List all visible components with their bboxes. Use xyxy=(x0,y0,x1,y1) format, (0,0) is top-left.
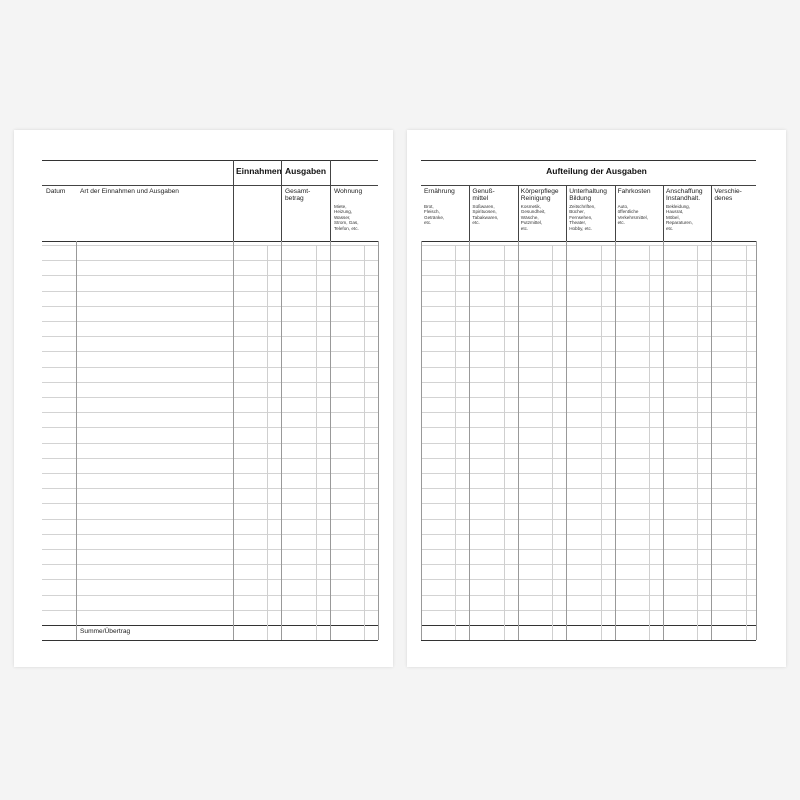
aufteilung-title: Aufteilung der Ausgaben xyxy=(546,166,647,176)
row-line xyxy=(42,382,378,383)
header-divider xyxy=(518,185,519,241)
header-bottom-rule xyxy=(42,241,378,242)
row-line xyxy=(421,321,756,322)
row-line xyxy=(42,443,378,444)
column-title: Anschaffung Instandhalt. xyxy=(666,188,703,202)
column-title: Ernährung xyxy=(424,188,455,195)
row-line xyxy=(421,564,756,565)
row-line xyxy=(421,336,756,337)
row-line xyxy=(421,503,756,504)
column-title: Unterhaltung Bildung xyxy=(569,188,607,202)
row-line xyxy=(421,610,756,611)
row-line xyxy=(421,245,756,246)
row-line xyxy=(421,579,756,580)
row-line xyxy=(42,427,378,428)
row-line xyxy=(42,458,378,459)
row-line xyxy=(42,579,378,580)
header-divider xyxy=(615,185,616,241)
row-line xyxy=(421,427,756,428)
column-title: Körperpflege Reinigung xyxy=(520,188,559,202)
cent-divider xyxy=(746,245,747,640)
column-divider xyxy=(76,241,77,640)
header-divider xyxy=(233,160,234,241)
column-divider xyxy=(615,241,616,640)
header-divider xyxy=(663,185,664,241)
header-divider xyxy=(566,185,567,241)
column-subtitle: Zeitschriften, Bücher, Fernsehen, Theater, Hobby, etc. xyxy=(569,204,596,231)
column-divider xyxy=(469,241,470,640)
row-line xyxy=(42,564,378,565)
row-line xyxy=(42,321,378,322)
row-line xyxy=(42,488,378,489)
column-subtitle: Auto, öffentliche Verkehrsmittel, etc. xyxy=(617,204,648,226)
wohnung-sublabel: Miete, Heizung, Wasser, Strom, Gas, Telefon, etc. xyxy=(334,204,359,231)
right-page xyxy=(407,130,786,667)
header-divider xyxy=(469,185,470,241)
row-line xyxy=(421,306,756,307)
row-line xyxy=(421,275,756,276)
row-line xyxy=(42,473,378,474)
header-bottom-rule xyxy=(421,241,756,242)
column-divider xyxy=(663,241,664,640)
row-line xyxy=(42,412,378,413)
row-line xyxy=(421,549,756,550)
cent-divider xyxy=(267,245,268,640)
row-line xyxy=(421,351,756,352)
row-line xyxy=(421,534,756,535)
column-divider xyxy=(711,241,712,640)
column-divider xyxy=(421,241,422,640)
row-line xyxy=(42,397,378,398)
wohnung-label: Wohnung xyxy=(334,188,363,195)
cent-divider xyxy=(649,245,650,640)
row-line xyxy=(42,260,378,261)
header-divider xyxy=(330,160,331,241)
einnahmen-header: Einnahmen xyxy=(236,166,282,176)
header-divider xyxy=(281,160,282,241)
row-line xyxy=(421,458,756,459)
column-title: Genuß- mittel xyxy=(472,188,495,202)
cent-divider xyxy=(601,245,602,640)
row-line xyxy=(421,397,756,398)
column-title: Fahrkosten xyxy=(617,188,651,195)
row-line xyxy=(421,260,756,261)
row-line xyxy=(421,473,756,474)
column-divider xyxy=(330,241,331,640)
column-divider-end xyxy=(756,241,757,640)
row-line xyxy=(42,245,378,246)
row-line xyxy=(421,291,756,292)
gesamtbetrag-label: Gesamt- betrag xyxy=(285,188,311,202)
header-sub-rule xyxy=(421,185,756,186)
row-line xyxy=(42,519,378,520)
art-label: Art der Einnahmen und Ausgaben xyxy=(80,188,179,195)
ausgaben-header: Ausgaben xyxy=(285,166,327,176)
row-line xyxy=(42,306,378,307)
column-divider xyxy=(566,241,567,640)
row-line xyxy=(42,549,378,550)
row-line xyxy=(42,503,378,504)
row-line xyxy=(421,488,756,489)
column-subtitle: Bekleidung, Hausrat, Möbel, Reparaturen, etc. xyxy=(666,204,693,231)
column-subtitle: Brot, Fleisch, Getränke, etc. xyxy=(424,204,445,226)
column-subtitle: Süßwaren, Spirituosen, Tabakwaren, etc. xyxy=(472,204,499,226)
column-title: Verschie- denes xyxy=(714,188,742,202)
left-page xyxy=(14,130,393,667)
row-line xyxy=(421,367,756,368)
row-line xyxy=(42,595,378,596)
header-divider xyxy=(711,185,712,241)
row-line xyxy=(421,625,756,626)
row-line xyxy=(42,351,378,352)
top-rule xyxy=(42,160,378,161)
row-line xyxy=(42,534,378,535)
summe-label: Summe/Übertrag xyxy=(80,628,131,635)
row-line xyxy=(421,412,756,413)
row-line xyxy=(42,275,378,276)
row-line xyxy=(421,595,756,596)
cent-divider xyxy=(316,245,317,640)
cent-divider xyxy=(504,245,505,640)
cent-divider xyxy=(364,245,365,640)
cent-divider xyxy=(455,245,456,640)
row-line xyxy=(421,382,756,383)
column-divider xyxy=(233,241,234,640)
cent-divider xyxy=(697,245,698,640)
column-subtitle: Kosmetik, Gesundheit, Wäsche, Putzmittel, etc. xyxy=(520,204,546,231)
top-rule xyxy=(421,160,756,161)
bottom-rule xyxy=(42,640,378,641)
column-divider xyxy=(518,241,519,640)
column-divider xyxy=(281,241,282,640)
row-line xyxy=(421,519,756,520)
row-line xyxy=(42,367,378,368)
row-line xyxy=(42,291,378,292)
row-line xyxy=(421,443,756,444)
header-sub-rule xyxy=(42,185,378,186)
row-line xyxy=(42,336,378,337)
column-divider-end xyxy=(378,241,379,640)
bottom-rule xyxy=(421,640,756,641)
datum-label: Datum xyxy=(46,188,66,195)
row-line xyxy=(42,625,378,626)
row-line xyxy=(42,610,378,611)
cent-divider xyxy=(552,245,553,640)
